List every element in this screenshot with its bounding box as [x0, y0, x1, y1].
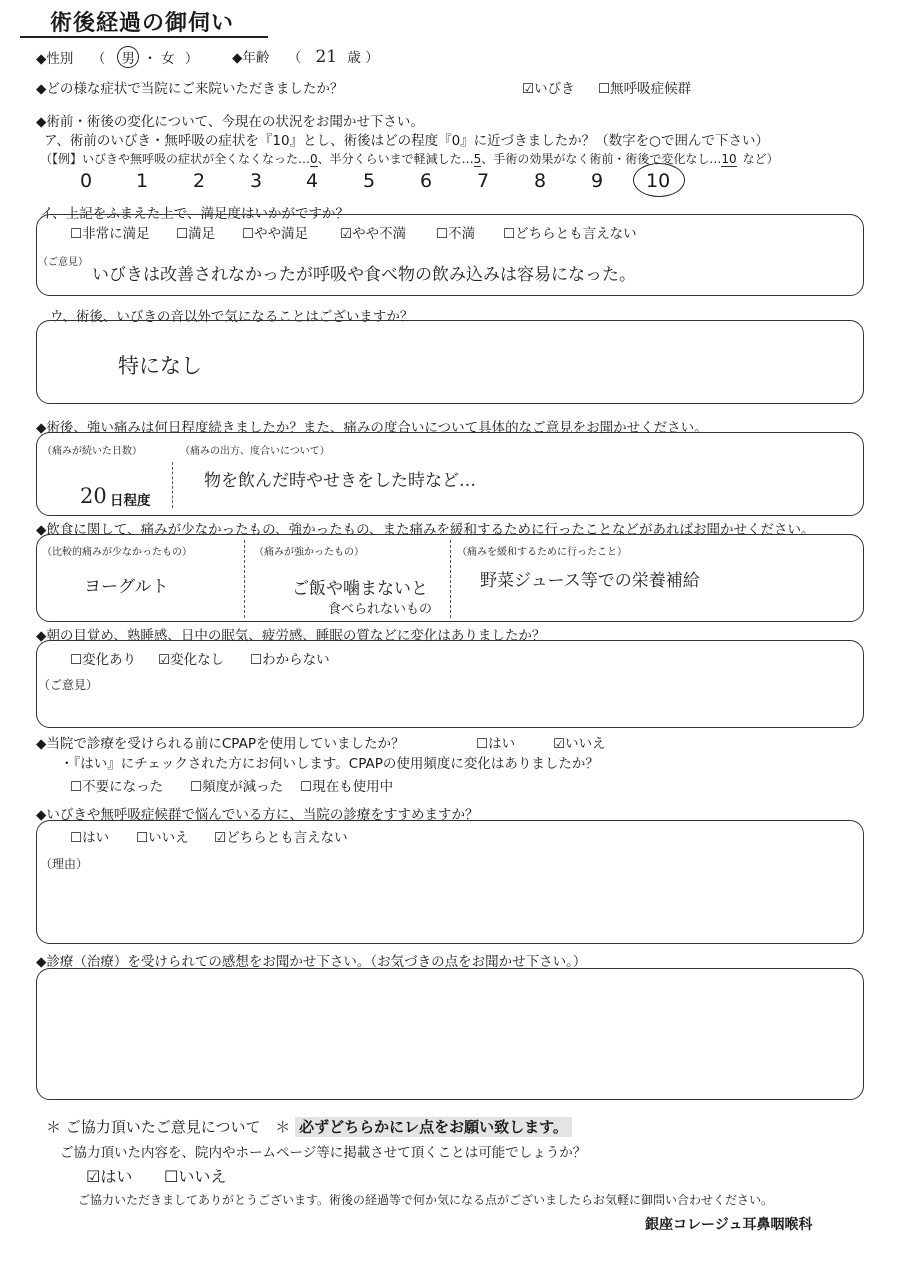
age-row [232, 46, 379, 67]
example-value-0: 0 [310, 152, 318, 166]
cpap-option-no[interactable]: ☑いいえ [553, 736, 606, 752]
consent-heading [46, 1116, 572, 1137]
consent-option-yes[interactable]: ☑はい [86, 1167, 133, 1186]
satisfaction-option-somewhat-dissatisfied[interactable]: ☑やや不満 [340, 226, 407, 242]
age-value[interactable]: 21 [315, 47, 338, 67]
age-unit: 歳 [347, 50, 361, 66]
other-concerns-question: ウ、術後、いびきの音以外で気になることはございますか？ [50, 309, 414, 325]
cpap-option-less-often[interactable]: ☐頻度が減った [190, 779, 284, 795]
pain-detail-label: （痛みの出方、度合いについて） [180, 446, 330, 457]
gender-close-paren: ） [184, 51, 199, 67]
satisfaction-option-very-satisfied[interactable]: ☐非常に満足 [70, 226, 150, 242]
age-close-paren: ） [365, 50, 379, 66]
food-strong-pain-text-1[interactable]: ご飯や噛まないと [292, 579, 428, 599]
title-underline [20, 36, 268, 38]
consent-option-no[interactable]: ☐いいえ [164, 1167, 227, 1186]
pain-detail-text[interactable]: 物を飲んだ時やせきをした時など… [204, 471, 476, 491]
scale-option-9[interactable]: 9 [591, 170, 604, 192]
scale-option-3[interactable]: 3 [250, 170, 263, 192]
cpap-option-yes[interactable]: ☐はい [476, 736, 516, 752]
change-instruction: ア、術前のいびき・無呼吸の症状を『10』とし、術後はどの程度『0』に近づきましたか？（数字を○で囲んで下さい） [44, 133, 769, 149]
recommend-reason-label: （理由） [40, 857, 89, 871]
impression-question: ◆診療（治療）を受けられての感想をお聞かせ下さい。（お気づきの点をお聞かせ下さい。） [36, 954, 587, 970]
scale-option-2[interactable]: 2 [193, 170, 206, 192]
satisfaction-opinion-label: （ご意見） [38, 257, 88, 268]
symptom-option-apnea[interactable]: ☐無呼吸症候群 [598, 81, 692, 97]
cpap-question: ◆当院で診療を受けられる前にCPAPを使用していましたか？ [36, 736, 405, 752]
scale-option-5[interactable]: 5 [363, 170, 376, 192]
sleep-option-unchanged[interactable]: ☑変化なし [158, 652, 225, 668]
consent-emph-prefix: ＊ [275, 1118, 291, 1136]
sleep-opinion-label: （ご意見） [38, 678, 99, 692]
food-relief-label: （痛みを緩和するために行ったこと） [457, 547, 627, 558]
scale-option-1[interactable]: 1 [136, 170, 149, 192]
sleep-option-changed[interactable]: ☐変化あり [70, 652, 137, 668]
food-relief-text[interactable]: 野菜ジュース等での栄養補給 [480, 571, 700, 591]
example-mid-2: 、手術の効果がなく術前・術後で変化なし… [481, 152, 722, 166]
example-close: など） [742, 152, 779, 166]
recommend-option-yes[interactable]: ☐はい [70, 830, 110, 846]
consent-heading-text: ＊ ご協力頂いたご意見について [46, 1118, 261, 1136]
gender-row [36, 46, 198, 68]
sleep-question: ◆朝の目覚め、熟睡感、日中の眠気、疲労感、睡眠の質などに変化はありましたか？ [36, 628, 546, 644]
other-concerns-answer[interactable]: 特になし [118, 354, 202, 378]
gender-separator: ・ [143, 51, 157, 67]
example-value-5: 5 [473, 152, 482, 166]
scale-option-4[interactable]: 4 [306, 170, 319, 192]
satisfaction-option-satisfied[interactable]: ☐満足 [176, 226, 216, 242]
satisfaction-option-neutral[interactable]: ☐どちらとも言えない [503, 226, 637, 242]
satisfaction-opinion-text[interactable]: いびきは改善されなかったが呼吸や食べ物の飲み込みは容易になった。 [92, 265, 636, 285]
example-open: （【例】いびきや無呼吸の症状が全くなくなった… [40, 152, 311, 166]
scale-selected-circle [633, 163, 685, 197]
impression-box[interactable] [36, 968, 864, 1100]
food-less-pain-text[interactable]: ヨーグルト [84, 577, 169, 597]
gender-female-option[interactable]: 女 [161, 51, 175, 67]
cpap-option-not-needed[interactable]: ☐不要になった [70, 779, 164, 795]
cpap-followup-question: ・『はい』にチェックされた方にお伺いします。CPAPの使用頻度に変化はありましたか？ [60, 756, 599, 772]
age-open-paren: （ [287, 50, 302, 66]
food-divider-1 [244, 540, 245, 618]
scale-option-7[interactable]: 7 [477, 170, 490, 192]
footer-clinic-name: 銀座コレージュ耳鼻咽喉科 [645, 1217, 813, 1233]
pain-days-value[interactable]: 20 [80, 484, 107, 508]
pain-divider [172, 462, 173, 508]
pain-days-unit: 日程度 [110, 493, 151, 509]
consent-emphasis: 必ずどちらかにレ点をお願い致します。 [295, 1117, 572, 1137]
page-title: 術後経過の御伺い [50, 11, 235, 36]
satisfaction-option-somewhat-satisfied[interactable]: ☐やや満足 [242, 226, 309, 242]
age-label: ◆年齢 [232, 50, 270, 66]
example-value-10: 10 [721, 152, 737, 166]
consent-question: ご協力頂いた内容を、院内やホームページ等に掲載させて頂くことは可能でしょうか？ [60, 1145, 587, 1161]
scale-option-0[interactable]: 0 [80, 170, 93, 192]
scale-option-10[interactable]: 10 [646, 170, 671, 192]
satisfaction-option-dissatisfied[interactable]: ☐不満 [436, 226, 476, 242]
gender-label: ◆性別 [36, 51, 74, 67]
change-question: ◆術前・術後の変化について、今現在の状況をお聞かせ下さい。 [36, 114, 424, 130]
example-mid-1: 、半分くらいまで軽減した… [317, 152, 474, 166]
recommend-question: ◆いびきや無呼吸症候群で悩んでいる方に、当院の診療をすすめますか？ [36, 807, 479, 823]
satisfaction-question: イ、上記をふまえた上で、満足度はいかがですか？ [40, 206, 350, 222]
food-strong-pain-text-2[interactable]: 食べられないもの [328, 602, 433, 617]
pain-question: ◆術後、強い痛みは何日程度続きましたか？また、痛みの度合いについて具体的なご意見をお聞かせください。 [36, 420, 708, 436]
pain-days-label: （痛みが続いた日数） [42, 446, 142, 457]
cpap-option-still-using[interactable]: ☐現在も使用中 [300, 779, 394, 795]
symptom-question: ◆どの様な症状で当院にご来院いただきましたか？ [36, 81, 344, 97]
gender-open-paren: （ [91, 51, 106, 67]
recommend-option-neutral[interactable]: ☑どちらとも言えない [214, 830, 348, 846]
scale-option-6[interactable]: 6 [420, 170, 433, 192]
food-less-pain-label: （比較的痛みが少なかったもの） [42, 547, 192, 558]
symptom-option-snoring[interactable]: ☑いびき [522, 81, 575, 97]
footer-thanks: ご協力いただきましてありがとうございます。術後の経過等で何か気になる点がございましたらお気軽に御問い合わせください。 [78, 1193, 774, 1207]
recommend-option-no[interactable]: ☐いいえ [136, 830, 189, 846]
scale-option-8[interactable]: 8 [534, 170, 547, 192]
food-strong-pain-label: （痛みが強かったもの） [254, 547, 364, 558]
food-question: ◆飲食に関して、痛みが少なかったもの、強かったもの、また痛みを緩和するために行ったことなどがあればお聞かせください。 [36, 522, 815, 538]
sleep-option-unknown[interactable]: ☐わからない [250, 652, 330, 668]
gender-male-option[interactable]: 男 [117, 46, 139, 68]
food-divider-2 [450, 540, 451, 618]
